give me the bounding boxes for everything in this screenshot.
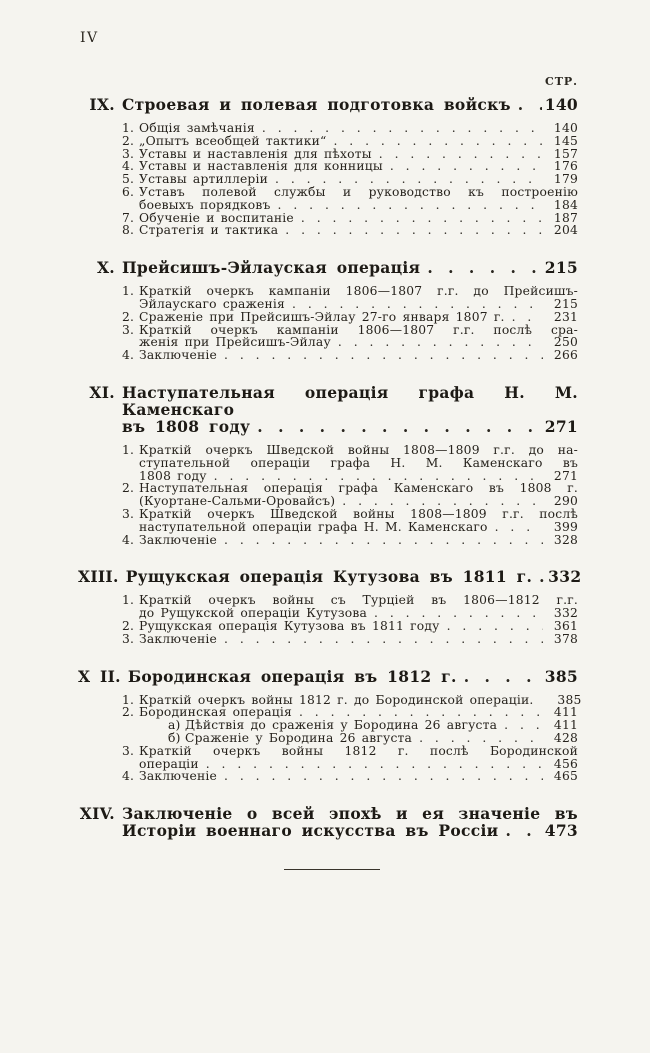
toc-item — [122, 135, 578, 148]
entry-line: Краткій очеркъ Шведской войны 1808—1809 г.г. послѣ — [139, 506, 578, 521]
toc-section — [78, 805, 578, 839]
entry-line — [139, 633, 578, 646]
item-number: 2. — [122, 618, 135, 633]
item-number: 2. — [122, 309, 135, 324]
entry-line — [139, 534, 578, 547]
entry-line — [125, 567, 582, 587]
page-ref: 145 — [553, 133, 578, 148]
entry-body — [139, 508, 578, 534]
page-ref: 378 — [553, 631, 578, 646]
item-number: 1. — [122, 442, 135, 457]
dot-leader — [512, 311, 543, 324]
entry-body — [139, 444, 578, 482]
item-number: а) — [168, 718, 181, 733]
toc-section — [78, 567, 582, 646]
entry-body — [139, 745, 578, 771]
entry-body — [122, 259, 578, 276]
entry-line-text: Заключеніе — [139, 532, 218, 547]
item-number: 2. — [122, 133, 135, 148]
entry-line-text: Сраженіе при Прейсишъ-Эйлау 27-го января 1807 г. — [139, 309, 505, 324]
entry-line: Краткій очеркъ кампаніи 1806—1807 г.г. послѣ сра- — [139, 322, 578, 337]
item-number: 2. — [122, 705, 135, 720]
page-ref: 428 — [553, 730, 578, 745]
entry-body — [128, 668, 578, 685]
entry-line — [122, 259, 578, 276]
dot-leader — [390, 160, 543, 173]
dot-leader — [495, 521, 543, 534]
entry-line — [122, 822, 578, 839]
toc-item — [122, 224, 578, 237]
toc-item — [122, 122, 578, 135]
entry-line-text: боевыхъ порядковъ — [139, 197, 271, 212]
entry-line-text: 1808 году — [139, 468, 207, 483]
entry-body — [122, 805, 578, 839]
dot-leader — [427, 259, 541, 276]
toc-item — [122, 770, 578, 783]
toc — [78, 95, 582, 841]
entry-line: Краткій очеркъ войны 1812 г. послѣ Бородинской — [139, 743, 578, 758]
page-ref: 215 — [544, 258, 578, 278]
entry-line-text: до Рущукской операціи Кутузова — [139, 606, 368, 621]
entry-line-text: (Куортане-Сальми-Оровайсъ) — [139, 494, 336, 509]
entry-line: Краткій очеркъ Шведской войны 1808—1809 г.г. до на- — [139, 442, 578, 457]
dot-leader — [464, 668, 542, 685]
entry-line-text: Обученіе и воспитаніе — [139, 210, 294, 225]
page-ref: 271 — [544, 416, 578, 436]
page-ref: 204 — [553, 223, 578, 238]
dot-leader — [278, 199, 544, 212]
dot-leader — [224, 633, 543, 646]
dot-leader — [333, 135, 543, 148]
section-numeral: X. — [96, 258, 115, 278]
entry-line: Наступательная операція графа Каменскаго въ 1808 г. — [139, 481, 578, 496]
page-ref: 411 — [553, 705, 578, 720]
toc-item — [122, 508, 578, 534]
entry-line — [139, 199, 578, 212]
entry-line — [139, 607, 578, 620]
entry-line-text: Уставы и наставленія для пѣхоты — [139, 146, 372, 161]
toc-item — [122, 482, 578, 508]
dot-leader — [379, 148, 543, 161]
entry-body — [139, 620, 578, 633]
entry-line-text: Общія замѣчанія — [139, 121, 255, 135]
entry-body — [139, 311, 578, 324]
page-ref: 250 — [553, 335, 578, 350]
entry-line-text: Уставы и наставленія для конницы — [139, 159, 383, 174]
toc-item — [168, 719, 578, 732]
entry-body — [122, 384, 578, 435]
entry-line — [122, 418, 578, 435]
toc-section — [78, 384, 578, 546]
entry-body — [139, 594, 578, 620]
item-number: 5. — [122, 172, 135, 187]
dot-leader — [504, 719, 543, 732]
item-number: 7. — [122, 210, 135, 225]
item-number: 6. — [122, 184, 135, 199]
item-number: 3. — [122, 506, 135, 521]
page-ref: 179 — [553, 172, 578, 187]
toc-section — [78, 666, 582, 784]
item-number: 8. — [122, 223, 135, 238]
entry-line — [139, 770, 578, 783]
dot-leader — [539, 568, 545, 585]
page-ref: 215 — [553, 296, 578, 311]
entry-line: ступательной операціи графа Н. М. Каменскаго въ — [139, 455, 578, 470]
toc-item — [168, 732, 578, 745]
entry-line-text: въ 1808 году — [122, 416, 251, 436]
entry-body — [139, 135, 578, 148]
toc-item — [122, 594, 578, 620]
entry-line — [139, 135, 578, 148]
entry-line-text: Бородинская операція — [139, 705, 292, 720]
section-heading — [78, 96, 578, 113]
section-numeral: IX. — [89, 95, 115, 114]
entry-line: Заключеніе о всей эпохѣ и ея значеніе въ — [122, 804, 578, 824]
dot-leader — [301, 212, 543, 225]
entry-line — [139, 298, 578, 311]
entry-line-text: операціи — [139, 756, 199, 771]
entry-line — [128, 668, 578, 685]
entry-line-text: Бородинская операція въ 1812 г. — [127, 666, 457, 686]
entry-line-text: наступательной операціи графа Н. М. Каменскаго — [139, 519, 488, 534]
dot-leader — [224, 349, 543, 362]
item-number: 1. — [122, 121, 135, 135]
page-ref: 231 — [553, 309, 578, 324]
entry-body — [139, 122, 578, 135]
entry-line-text: Стратегія и тактика — [139, 223, 279, 238]
entry-body — [139, 482, 578, 508]
page-ref: 332 — [548, 567, 582, 587]
item-number: 4. — [122, 769, 135, 784]
end-rule — [284, 869, 380, 870]
section-numeral: XIV. — [79, 804, 115, 824]
page-ref: 187 — [553, 210, 578, 225]
toc-item — [122, 620, 578, 633]
item-number: 4. — [122, 532, 135, 547]
page-ref: 157 — [553, 146, 578, 161]
entry-body — [125, 567, 582, 587]
entry-line-text: „Опытъ всеобщей тактики“ — [139, 133, 327, 148]
entry-line-text: Заключеніе — [139, 631, 218, 646]
entry-body — [185, 719, 578, 732]
entry-line: Краткій очеркъ кампаніи 1806—1807 г.г. до Прейсишъ- — [139, 284, 578, 299]
section-heading — [78, 805, 578, 839]
entry-line — [139, 521, 578, 534]
entry-line — [122, 96, 578, 113]
dot-leader — [206, 758, 543, 771]
item-number: 4. — [122, 348, 135, 363]
item-number: 1. — [122, 692, 135, 707]
page-column-header: СТР. — [544, 75, 578, 88]
entry-body — [139, 324, 578, 350]
page-ref: 385 — [544, 666, 578, 686]
entry-line: Наступательная операція графа Н. М. Каменскаго — [122, 382, 578, 419]
section-heading — [78, 259, 578, 276]
entry-line-text: Рущукская операція Кутузова въ 1811 году — [139, 618, 440, 633]
item-number: 1. — [122, 593, 135, 608]
item-number: б) — [168, 730, 181, 745]
dot-leader — [224, 770, 543, 783]
entry-line-text: Заключеніе — [139, 348, 218, 363]
dot-leader — [505, 822, 541, 839]
dot-leader — [419, 732, 543, 745]
dot-leader — [224, 534, 543, 547]
entry-line — [185, 732, 578, 745]
entry-line — [139, 620, 578, 633]
section-heading — [78, 567, 582, 587]
page-ref: 361 — [553, 618, 578, 633]
toc-item — [122, 745, 578, 771]
dot-leader — [262, 122, 543, 135]
toc-section — [78, 259, 578, 362]
entry-body — [139, 349, 578, 362]
page-ref: 465 — [553, 769, 578, 784]
toc-content — [78, 75, 582, 870]
item-number: 3. — [122, 743, 135, 758]
page-ref: 176 — [553, 159, 578, 174]
entry-line-text: Заключеніе — [139, 769, 218, 784]
toc-item — [122, 324, 578, 350]
page-ref: 332 — [553, 606, 578, 621]
toc-item — [122, 633, 578, 646]
entry-line-text: Исторіи военнаго искусства въ Россіи — [122, 821, 499, 841]
page-ref: 399 — [553, 519, 578, 534]
dot-leader — [338, 336, 543, 349]
entry-line-text: Прейсишъ-Эйлауская операція — [122, 258, 421, 278]
page-ref: 290 — [553, 494, 578, 509]
entry-line-text: Рущукская операція Кутузова въ 1811 г. — [125, 567, 533, 587]
entry-body — [139, 224, 578, 237]
dot-leader — [257, 418, 541, 435]
entry-line-text: Сраженіе у Бородина 26 августа — [185, 730, 413, 745]
entry-line-text: Дѣйствія до сраженія у Бородина 26 августа — [185, 718, 498, 733]
page-ref: 411 — [553, 718, 578, 733]
entry-body — [139, 770, 578, 783]
page-ref: 266 — [553, 348, 578, 363]
dot-leader — [518, 96, 542, 113]
entry-body — [139, 285, 578, 311]
entry-body — [139, 186, 578, 212]
item-number: 1. — [122, 284, 135, 299]
dot-leader — [292, 298, 543, 311]
toc-item — [122, 534, 578, 547]
item-number: 3. — [122, 146, 135, 161]
toc-item — [122, 285, 578, 311]
entry-line-text: Строевая и полевая подготовка войскъ — [122, 95, 511, 114]
entry-line-text: Эйлаускаго сраженія — [139, 296, 286, 311]
page-ref: 473 — [544, 821, 578, 841]
page-ref: 328 — [553, 532, 578, 547]
entry-line-text: Уставы артиллеріи — [139, 172, 269, 187]
folio-page-number: IV — [80, 30, 99, 46]
section-numeral: XI. — [89, 382, 115, 402]
section-heading — [78, 668, 578, 685]
dot-leader — [285, 224, 543, 237]
section-heading — [78, 384, 578, 435]
section-numeral: Х II. — [78, 666, 121, 686]
toc-section — [78, 96, 578, 237]
item-number: 3. — [122, 322, 135, 337]
entry-body — [139, 534, 578, 547]
dot-leader — [374, 607, 543, 620]
toc-item — [122, 349, 578, 362]
page-ref: 140 — [544, 95, 578, 114]
entry-body — [185, 732, 578, 745]
toc-item — [122, 311, 578, 324]
entry-body — [122, 96, 578, 113]
page-ref: 184 — [553, 197, 578, 212]
toc-item — [122, 186, 578, 212]
item-number: 3. — [122, 631, 135, 646]
entry-line — [139, 122, 578, 135]
toc-item — [122, 444, 578, 482]
page-ref: 456 — [553, 756, 578, 771]
page-ref: 140 — [553, 121, 578, 135]
page-ref: 271 — [553, 468, 578, 483]
item-number: 4. — [122, 159, 135, 174]
entry-line-text: женія при Прейсишъ-Эйлау — [139, 335, 331, 350]
entry-line — [139, 311, 578, 324]
dot-leader — [447, 620, 543, 633]
section-numeral: XIII. — [78, 567, 119, 587]
entry-line-text: Краткій очеркъ войны 1812 г. до Бородинской операціи. — [139, 692, 534, 707]
page-ref: 385 — [557, 692, 582, 707]
entry-line: Краткій очеркъ войны съ Турціей въ 1806—1812 г.г. — [139, 593, 578, 608]
entry-line: Уставъ полевой службы и руководство къ построенію — [139, 184, 578, 199]
entry-line — [139, 349, 578, 362]
entry-line — [185, 719, 578, 732]
entry-body — [139, 633, 578, 646]
entry-line — [139, 224, 578, 237]
item-number: 2. — [122, 481, 135, 496]
